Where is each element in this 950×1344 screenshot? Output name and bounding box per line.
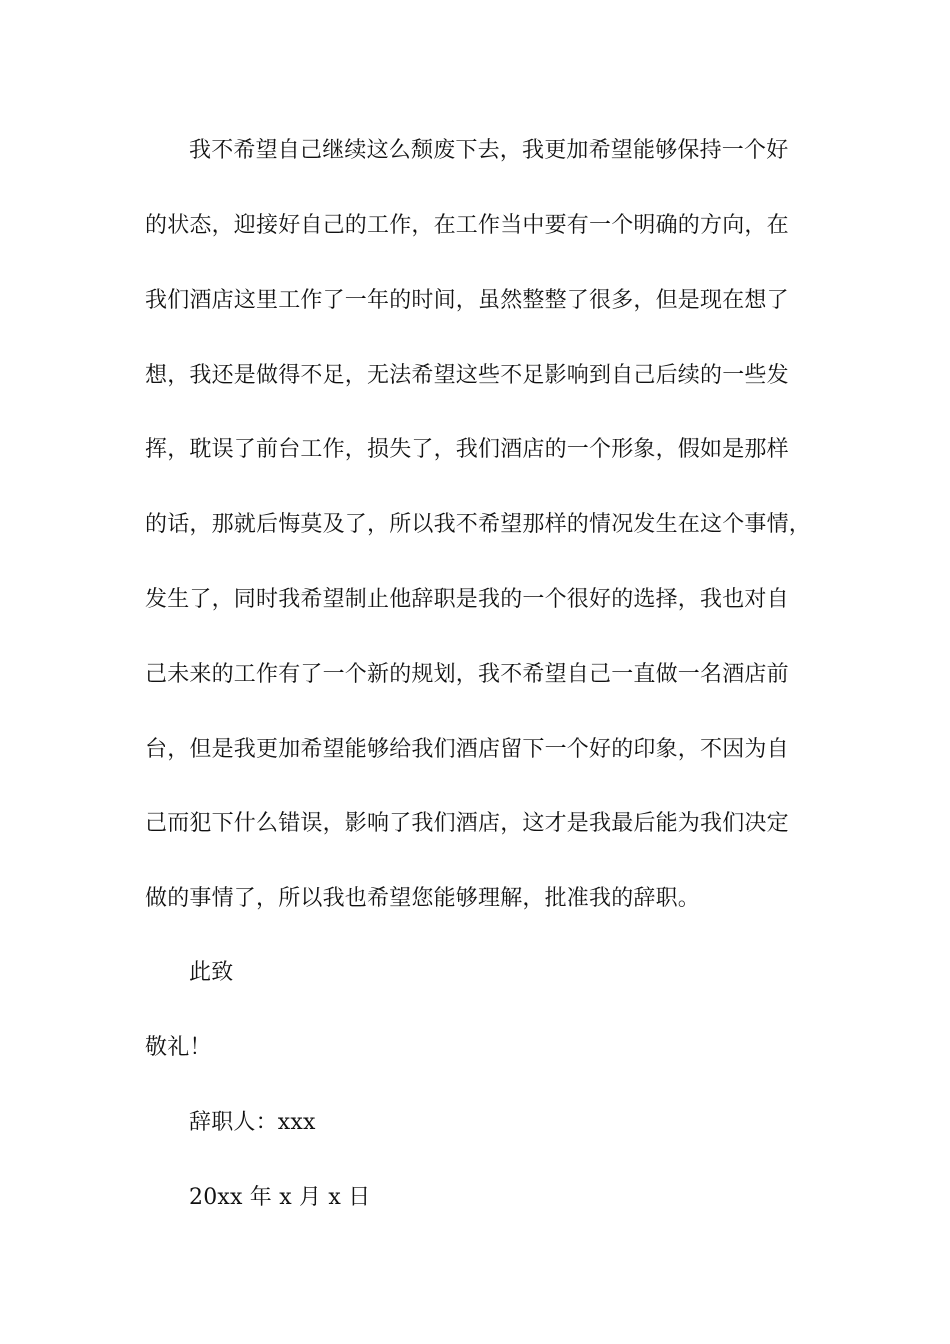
body-line-7: 发生了，同时我希望制止他辞职是我的一个很好的选择，我也对自 <box>145 587 789 612</box>
body-line-4: 想，我还是做得不足，无法希望这些不足影响到自己后续的一些发 <box>145 363 789 388</box>
body-line-2: 的状态，迎接好自己的工作，在工作当中要有一个明确的方向，在 <box>145 213 789 238</box>
signature-text: 辞职人：xxx <box>189 1110 316 1135</box>
body-line-3: 我们酒店这里工作了一年的时间，虽然整整了很多，但是现在想了 <box>145 288 789 313</box>
body-line-5: 挥，耽误了前台工作，损失了，我们酒店的一个形象，假如是那样 <box>145 437 789 462</box>
salutation-text: 敬礼！ <box>145 1035 212 1060</box>
body-line-10: 己而犯下什么错误，影响了我们酒店，这才是我最后能为我们决定 <box>145 811 789 836</box>
body-line-8: 己未来的工作有了一个新的规划，我不希望自己一直做一名酒店前 <box>145 662 789 687</box>
body-line-1: 我不希望自己继续这么颓废下去，我更加希望能够保持一个好 <box>189 138 789 163</box>
body-line-11: 做的事情了，所以我也希望您能够理解，批准我的辞职。 <box>145 886 701 911</box>
body-line-6: 的话，那就后悔莫及了，所以我不希望那样的情况发生在这个事情， <box>145 512 812 537</box>
date-text: 20xx 年 x 月 x 日 <box>189 1185 371 1210</box>
closing-text: 此致 <box>189 960 234 985</box>
body-line-9: 台，但是我更加希望能够给我们酒店留下一个好的印象，不因为自 <box>145 737 789 762</box>
